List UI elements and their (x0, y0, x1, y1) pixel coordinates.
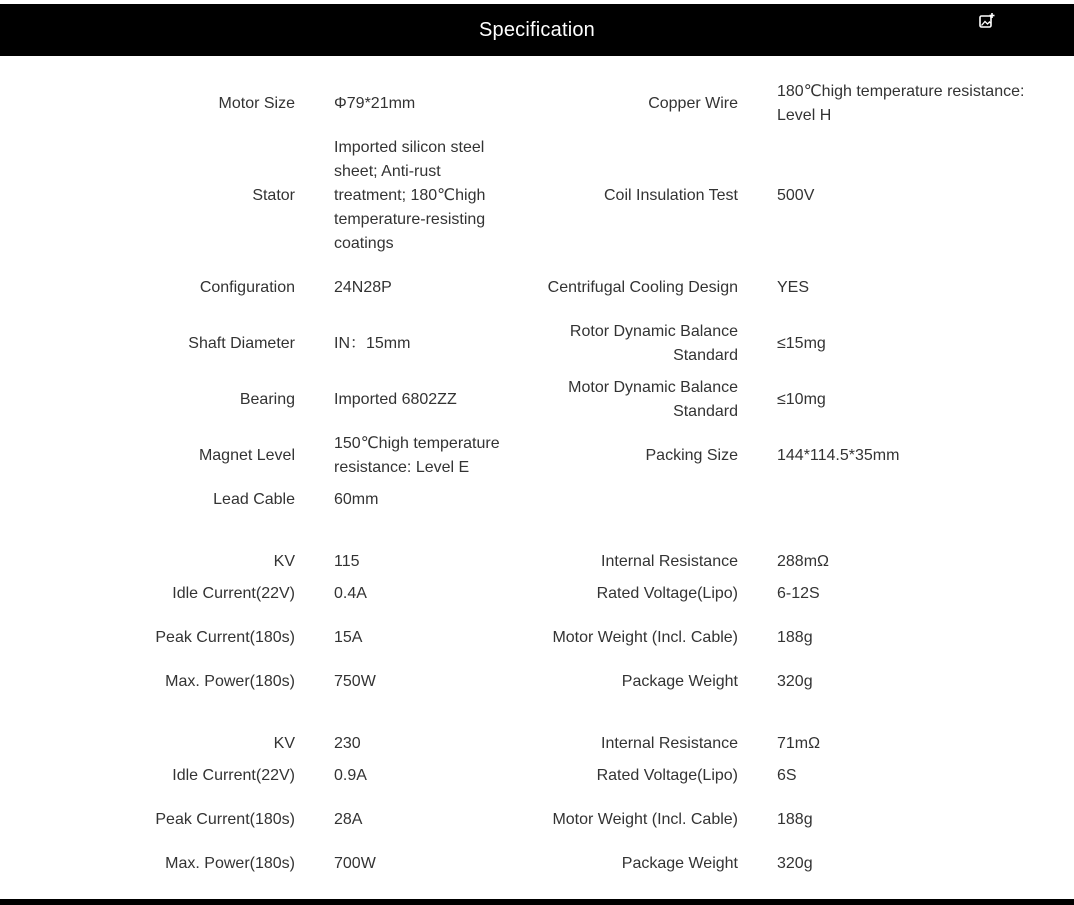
right-label-text: Package Weight (621, 855, 738, 872)
spec-value (334, 732, 509, 756)
spec-value (334, 80, 509, 128)
spec-header (0, 4, 1074, 56)
spec-label (120, 614, 295, 662)
spec-label (545, 320, 738, 368)
spec-value (777, 320, 1039, 368)
left-label-text: Bearing (239, 391, 295, 408)
right-label-text: Motor Weight (Incl. Cable) (552, 629, 738, 646)
spec-label (120, 582, 295, 606)
right-value-text: ≤15mg (777, 335, 826, 352)
spec-label (545, 432, 738, 480)
right-value-text: 320g (777, 855, 813, 872)
spec-label (545, 670, 738, 694)
spec-value (777, 80, 1039, 128)
left-value-text: 0.4A (334, 585, 367, 602)
right-value-text: 320g (777, 673, 813, 690)
right-value-text: 188g (777, 629, 813, 646)
spec-label (120, 550, 295, 574)
spec-value (777, 614, 1039, 662)
left-label-text: Lead Cable (213, 491, 295, 508)
spec-value (334, 614, 509, 662)
spec-label (120, 670, 295, 694)
left-value-text: 700W (334, 855, 376, 872)
right-value-text: YES (777, 279, 810, 296)
right-value-text: 288mΩ (777, 553, 829, 570)
spec-value (334, 264, 509, 312)
left-value-text: 15A (334, 629, 363, 646)
spec-value (334, 852, 509, 876)
spec-value (777, 732, 1039, 756)
right-value-text: 71mΩ (777, 735, 821, 752)
left-value-text: 28A (334, 811, 363, 828)
spec-label (545, 376, 738, 424)
spec-label (545, 136, 738, 256)
spec-label (120, 852, 295, 876)
page-title: Specification (479, 18, 595, 41)
right-value-text: 6-12S (777, 585, 820, 602)
left-value-text: 24N28P (334, 279, 392, 296)
spec-label (545, 796, 738, 844)
right-label-text: Centrifugal Cooling Design (547, 279, 738, 296)
spec-value (334, 320, 509, 368)
edit-image-icon[interactable] (978, 12, 996, 30)
spec-value (777, 376, 1039, 424)
right-label-text: Copper Wire (648, 95, 738, 112)
spec-label (120, 764, 295, 788)
right-value-text: 144*114.5*35mm (777, 447, 900, 464)
spec-label (120, 376, 295, 424)
left-label-text: Magnet Level (198, 447, 295, 464)
spec-value (334, 432, 509, 480)
spec-value (334, 136, 509, 256)
spec-label (120, 432, 295, 480)
right-label-text: Coil Insulation Test (604, 187, 738, 204)
bottom-divider (0, 899, 1074, 905)
left-label-text: KV (273, 553, 295, 570)
right-label-text: Motor Weight (Incl. Cable) (552, 811, 738, 828)
spec-label (545, 732, 738, 756)
spec-value (777, 136, 1039, 256)
right-value-text: ≤10mg (777, 391, 826, 408)
spec-label (120, 796, 295, 844)
right-label-text: Internal Resistance (601, 735, 738, 752)
left-label-text: Peak Current(180s) (155, 811, 295, 828)
right-value-text: 6S (777, 767, 797, 784)
left-label-text: Peak Current(180s) (155, 629, 295, 646)
spec-value (777, 550, 1039, 574)
right-label-text: Packing Size (645, 447, 738, 464)
spec-label (120, 488, 295, 512)
spec-value (777, 670, 1039, 694)
left-label-text: Configuration (199, 279, 295, 296)
spec-value (777, 582, 1039, 606)
spec-label (545, 614, 738, 662)
right-label-text: Motor Dynamic Balance Standard (568, 379, 738, 420)
right-label-text: Rotor Dynamic Balance Standard (569, 323, 738, 364)
left-label-text: Idle Current(22V) (172, 767, 295, 784)
spec-label (545, 550, 738, 574)
spec-label (120, 136, 295, 256)
spec-value (334, 796, 509, 844)
spec-label (545, 764, 738, 788)
right-value-text: 188g (777, 811, 813, 828)
left-label-text: Motor Size (218, 95, 295, 112)
right-label-text: Rated Voltage(Lipo) (596, 767, 738, 784)
spec-label (545, 852, 738, 876)
spec-value (777, 264, 1039, 312)
left-label-text: Shaft Diameter (188, 335, 295, 352)
left-value-text: 230 (334, 735, 361, 752)
left-value-text: 750W (334, 673, 376, 690)
left-value-text: 150℃high temperature resistance: Level E (334, 435, 500, 476)
spec-value (777, 852, 1039, 876)
left-label-text: Idle Current(22V) (172, 585, 295, 602)
left-value-text: Imported 6802ZZ (334, 391, 457, 408)
spec-value (334, 582, 509, 606)
left-label-text: Max. Power(180s) (165, 855, 295, 872)
spec-value (334, 670, 509, 694)
right-value-text: 500V (777, 187, 815, 204)
right-label-text: Package Weight (621, 673, 738, 690)
spec-label (120, 264, 295, 312)
right-label-text: Internal Resistance (601, 553, 738, 570)
spec-label (120, 80, 295, 128)
spec-label (545, 80, 738, 128)
left-value-text: Φ79*21mm (334, 95, 416, 112)
spec-value (334, 376, 509, 424)
left-label-text: Max. Power(180s) (165, 673, 295, 690)
left-value-text: 115 (334, 553, 360, 570)
spec-value (334, 764, 509, 788)
left-value-text: Imported silicon steel sheet; Anti-rust treatment; 180℃high temperature-resisting coatings (334, 139, 486, 252)
spec-value (334, 488, 509, 512)
left-value-text: IN：15mm (334, 335, 411, 352)
spec-value (777, 432, 1039, 480)
spec-label (545, 582, 738, 606)
right-value-text: 180℃high temperature resistance: Level H (777, 83, 1025, 124)
left-label-text: Stator (252, 187, 295, 204)
left-value-text: 60mm (334, 491, 379, 508)
spec-value (777, 764, 1039, 788)
spec-value (777, 796, 1039, 844)
right-label-text: Rated Voltage(Lipo) (596, 585, 738, 602)
spec-value (334, 550, 509, 574)
left-label-text: KV (273, 735, 295, 752)
spec-label (545, 264, 738, 312)
left-value-text: 0.9A (334, 767, 367, 784)
spec-label (120, 320, 295, 368)
spec-label (120, 732, 295, 756)
